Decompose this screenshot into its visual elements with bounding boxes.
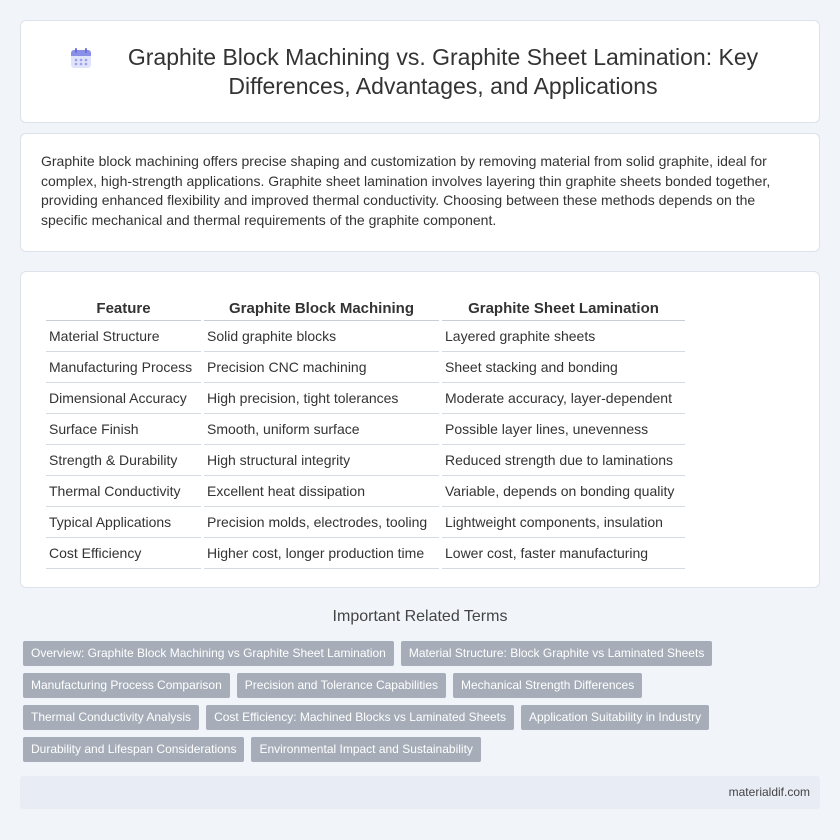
related-term-tag[interactable]: Application Suitability in Industry (521, 705, 709, 730)
table-cell: Manufacturing Process (46, 352, 201, 383)
table-cell: Precision CNC machining (204, 352, 439, 383)
table-cell: Smooth, uniform surface (204, 414, 439, 445)
column-header-sheet-lamination: Graphite Sheet Lamination (442, 294, 685, 321)
table-body (46, 321, 685, 569)
calendar-icon (70, 47, 92, 69)
related-terms-title: Important Related Terms (332, 608, 508, 625)
table-header-row (46, 294, 685, 321)
table-cell: Lightweight components, insulation (442, 507, 685, 538)
table-cell: Solid graphite blocks (204, 321, 439, 352)
table-cell: Thermal Conductivity (46, 476, 201, 507)
tag-row (23, 705, 823, 730)
table-row (46, 383, 685, 414)
related-term-tag[interactable]: Durability and Lifespan Considerations (23, 737, 244, 762)
table-row (46, 538, 685, 569)
table-row (46, 321, 685, 352)
related-term-tag[interactable]: Thermal Conductivity Analysis (23, 705, 199, 730)
table-row (46, 476, 685, 507)
related-terms-tags (23, 641, 823, 769)
table-cell: Strength & Durability (46, 445, 201, 476)
table-cell: High structural integrity (204, 445, 439, 476)
table-cell: Typical Applications (46, 507, 201, 538)
table-cell: Higher cost, longer production time (204, 538, 439, 569)
tag-row (23, 737, 823, 762)
table-cell: Dimensional Accuracy (46, 383, 201, 414)
related-term-tag[interactable]: Manufacturing Process Comparison (23, 673, 230, 698)
comparison-table (43, 294, 688, 569)
column-header-block-machining: Graphite Block Machining (204, 294, 439, 321)
table-cell: Lower cost, faster manufacturing (442, 538, 685, 569)
title-wrap (70, 43, 770, 101)
related-term-tag[interactable]: Cost Efficiency: Machined Blocks vs Laminated Sheets (206, 705, 514, 730)
tag-row (23, 673, 823, 698)
table-cell: Reduced strength due to laminations (442, 445, 685, 476)
table-cell: Sheet stacking and bonding (442, 352, 685, 383)
table-cell: Precision molds, electrodes, tooling (204, 507, 439, 538)
table-cell: Possible layer lines, unevenness (442, 414, 685, 445)
table-cell: Cost Efficiency (46, 538, 201, 569)
table-row (46, 507, 685, 538)
page-title: Graphite Block Machining vs. Graphite Sheet Lamination: Key Differences, Advantages, and Applications (127, 43, 759, 99)
table-cell: High precision, tight tolerances (204, 383, 439, 414)
column-header-feature: Feature (46, 294, 201, 321)
table-cell: Moderate accuracy, layer-dependent (442, 383, 685, 414)
related-term-tag[interactable]: Overview: Graphite Block Machining vs Graphite Sheet Lamination (23, 641, 394, 666)
tag-row (23, 641, 823, 666)
table-row (46, 352, 685, 383)
footer-site[interactable]: materialdif.com (728, 785, 810, 799)
related-term-tag[interactable]: Environmental Impact and Sustainability (251, 737, 480, 762)
related-term-tag[interactable]: Material Structure: Block Graphite vs Laminated Sheets (401, 641, 712, 666)
table-cell: Variable, depends on bonding quality (442, 476, 685, 507)
table-cell: Surface Finish (46, 414, 201, 445)
title-card (20, 20, 820, 123)
intro-text: Graphite block machining offers precise shaping and customization by removing material from solid graphite, ideal for complex, high-strength applications. Graphite sheet lamination involves layering thin graphite sheets bonded together, providing enhanced flexibility and improved thermal conductivity. Choosing between these methods depends on the specific mechanical and thermal requirements of the graphite component. (41, 153, 771, 228)
table-row (46, 445, 685, 476)
table-row (46, 414, 685, 445)
footer (20, 776, 820, 809)
related-term-tag[interactable]: Precision and Tolerance Capabilities (237, 673, 446, 698)
comparison-card (20, 271, 820, 588)
table-cell: Layered graphite sheets (442, 321, 685, 352)
intro-card (20, 133, 820, 252)
related-term-tag[interactable]: Mechanical Strength Differences (453, 673, 642, 698)
table-cell: Material Structure (46, 321, 201, 352)
table-cell: Excellent heat dissipation (204, 476, 439, 507)
